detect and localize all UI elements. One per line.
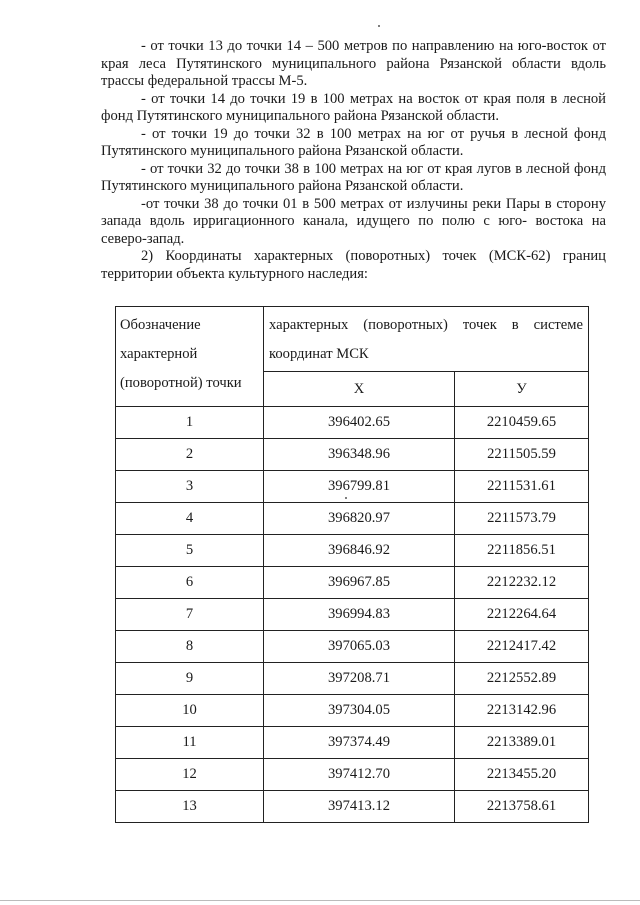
coord-x: 397412.70 — [264, 759, 455, 791]
coord-x: 396402.65 — [264, 407, 455, 439]
point-number: 7 — [116, 599, 264, 631]
header-line: характерных (поворотных) точек в системе — [269, 317, 583, 333]
coord-x: 396994.83 — [264, 599, 455, 631]
point-number: 3 — [116, 471, 264, 503]
coord-y: 2211505.59 — [455, 439, 589, 471]
header-line: (поворотной) точки — [120, 375, 242, 391]
table-row — [116, 727, 589, 759]
table-row — [116, 631, 589, 663]
coord-x: 397208.71 — [264, 663, 455, 695]
text-line: фонд Путятинского муниципального района Рязанской области. — [101, 108, 500, 124]
coord-x: 396846.92 — [264, 535, 455, 567]
coord-y: 2213389.01 — [455, 727, 589, 759]
table-row — [116, 407, 589, 439]
text-line: -от точки 38 до точки 01 в 500 метрах от излучины реки Пары в — [141, 195, 552, 212]
coord-y: 2210459.65 — [455, 407, 589, 439]
coord-x: 397065.03 — [264, 631, 455, 663]
header-line: характерной — [120, 346, 198, 362]
scan-speck — [378, 25, 380, 27]
header-line: Обозначение — [120, 317, 201, 333]
point-number: 12 — [116, 759, 264, 791]
page-edge — [0, 900, 640, 901]
paragraph-6 — [101, 248, 606, 283]
body-text — [101, 38, 606, 283]
text-line: от края леса Путятинского муниципального района Рязанской области вдоль — [101, 38, 606, 72]
coord-x: 397374.49 — [264, 727, 455, 759]
table-row — [116, 599, 589, 631]
point-number: 4 — [116, 503, 264, 535]
scan-speck — [345, 497, 347, 499]
coordinates-table — [115, 306, 589, 823]
table-row — [116, 663, 589, 695]
table-row — [116, 535, 589, 567]
header-line: координат МСК — [269, 346, 369, 362]
text-line: - от точки 32 до точки 38 в 100 метрах на юг от края лугов в лесной — [141, 160, 570, 177]
coord-x: 396967.85 — [264, 567, 455, 599]
coord-y: 2213758.61 — [455, 791, 589, 823]
text-line: - от точки 14 до точки 19 в 100 метрах на восток от края поля в лесной — [141, 90, 606, 107]
header-x: X — [264, 372, 455, 407]
coord-y: 2211856.51 — [455, 535, 589, 567]
coord-y: 2212264.64 — [455, 599, 589, 631]
table-row — [116, 471, 589, 503]
coord-y: 2212232.12 — [455, 567, 589, 599]
table-row — [116, 791, 589, 823]
header-y: У — [455, 372, 589, 407]
paragraph-3 — [101, 126, 606, 161]
table-row — [116, 759, 589, 791]
point-number: 10 — [116, 695, 264, 727]
text-line: Путятинского муниципального района Рязанской области. — [101, 143, 464, 159]
coord-y: 2211531.61 — [455, 471, 589, 503]
text-line: востока на северо-запад. — [101, 213, 606, 247]
paragraph-2 — [101, 91, 606, 126]
text-line: - от точки 13 до точки 14 – 500 метров по направлению на юго-восток — [141, 38, 588, 54]
text-line: - от точки 19 до точки 32 в 100 метрах на юг от ручья в лесной фонд — [141, 125, 606, 142]
coord-x: 396348.96 — [264, 439, 455, 471]
header-coordinates-label — [264, 307, 589, 372]
header-point-label — [116, 307, 264, 407]
text-line: 2) Координаты характерных (поворотных) точек (МСК-62) границ — [141, 248, 606, 264]
coord-x: 397413.12 — [264, 791, 455, 823]
coord-y: 2212417.42 — [455, 631, 589, 663]
table-row — [116, 695, 589, 727]
text-line: сторону запада вдоль ирригационного канала, идущего по полю с юго- — [101, 195, 606, 229]
paragraph-4 — [101, 161, 606, 196]
text-line: территории объекта культурного наследия: — [101, 265, 368, 282]
table-row — [116, 439, 589, 471]
table-row — [116, 503, 589, 535]
point-number: 5 — [116, 535, 264, 567]
point-number: 6 — [116, 567, 264, 599]
coord-y: 2213142.96 — [455, 695, 589, 727]
point-number: 9 — [116, 663, 264, 695]
paragraph-1 — [101, 38, 606, 91]
point-number: 8 — [116, 631, 264, 663]
text-line: трассы федеральной трассы М-5. — [101, 73, 308, 89]
coord-y: 2211573.79 — [455, 503, 589, 535]
text-line: фонд Путятинского муниципального района Рязанской области. — [101, 160, 606, 194]
table-row — [116, 567, 589, 599]
paragraph-5 — [101, 196, 606, 249]
point-number: 2 — [116, 439, 264, 471]
coord-x: 397304.05 — [264, 695, 455, 727]
point-number: 11 — [116, 727, 264, 759]
coord-x: 396820.97 — [264, 503, 455, 535]
coord-y: 2212552.89 — [455, 663, 589, 695]
point-number: 1 — [116, 407, 264, 439]
coord-x: 396799.81 — [264, 471, 455, 503]
point-number: 13 — [116, 791, 264, 823]
coord-y: 2213455.20 — [455, 759, 589, 791]
